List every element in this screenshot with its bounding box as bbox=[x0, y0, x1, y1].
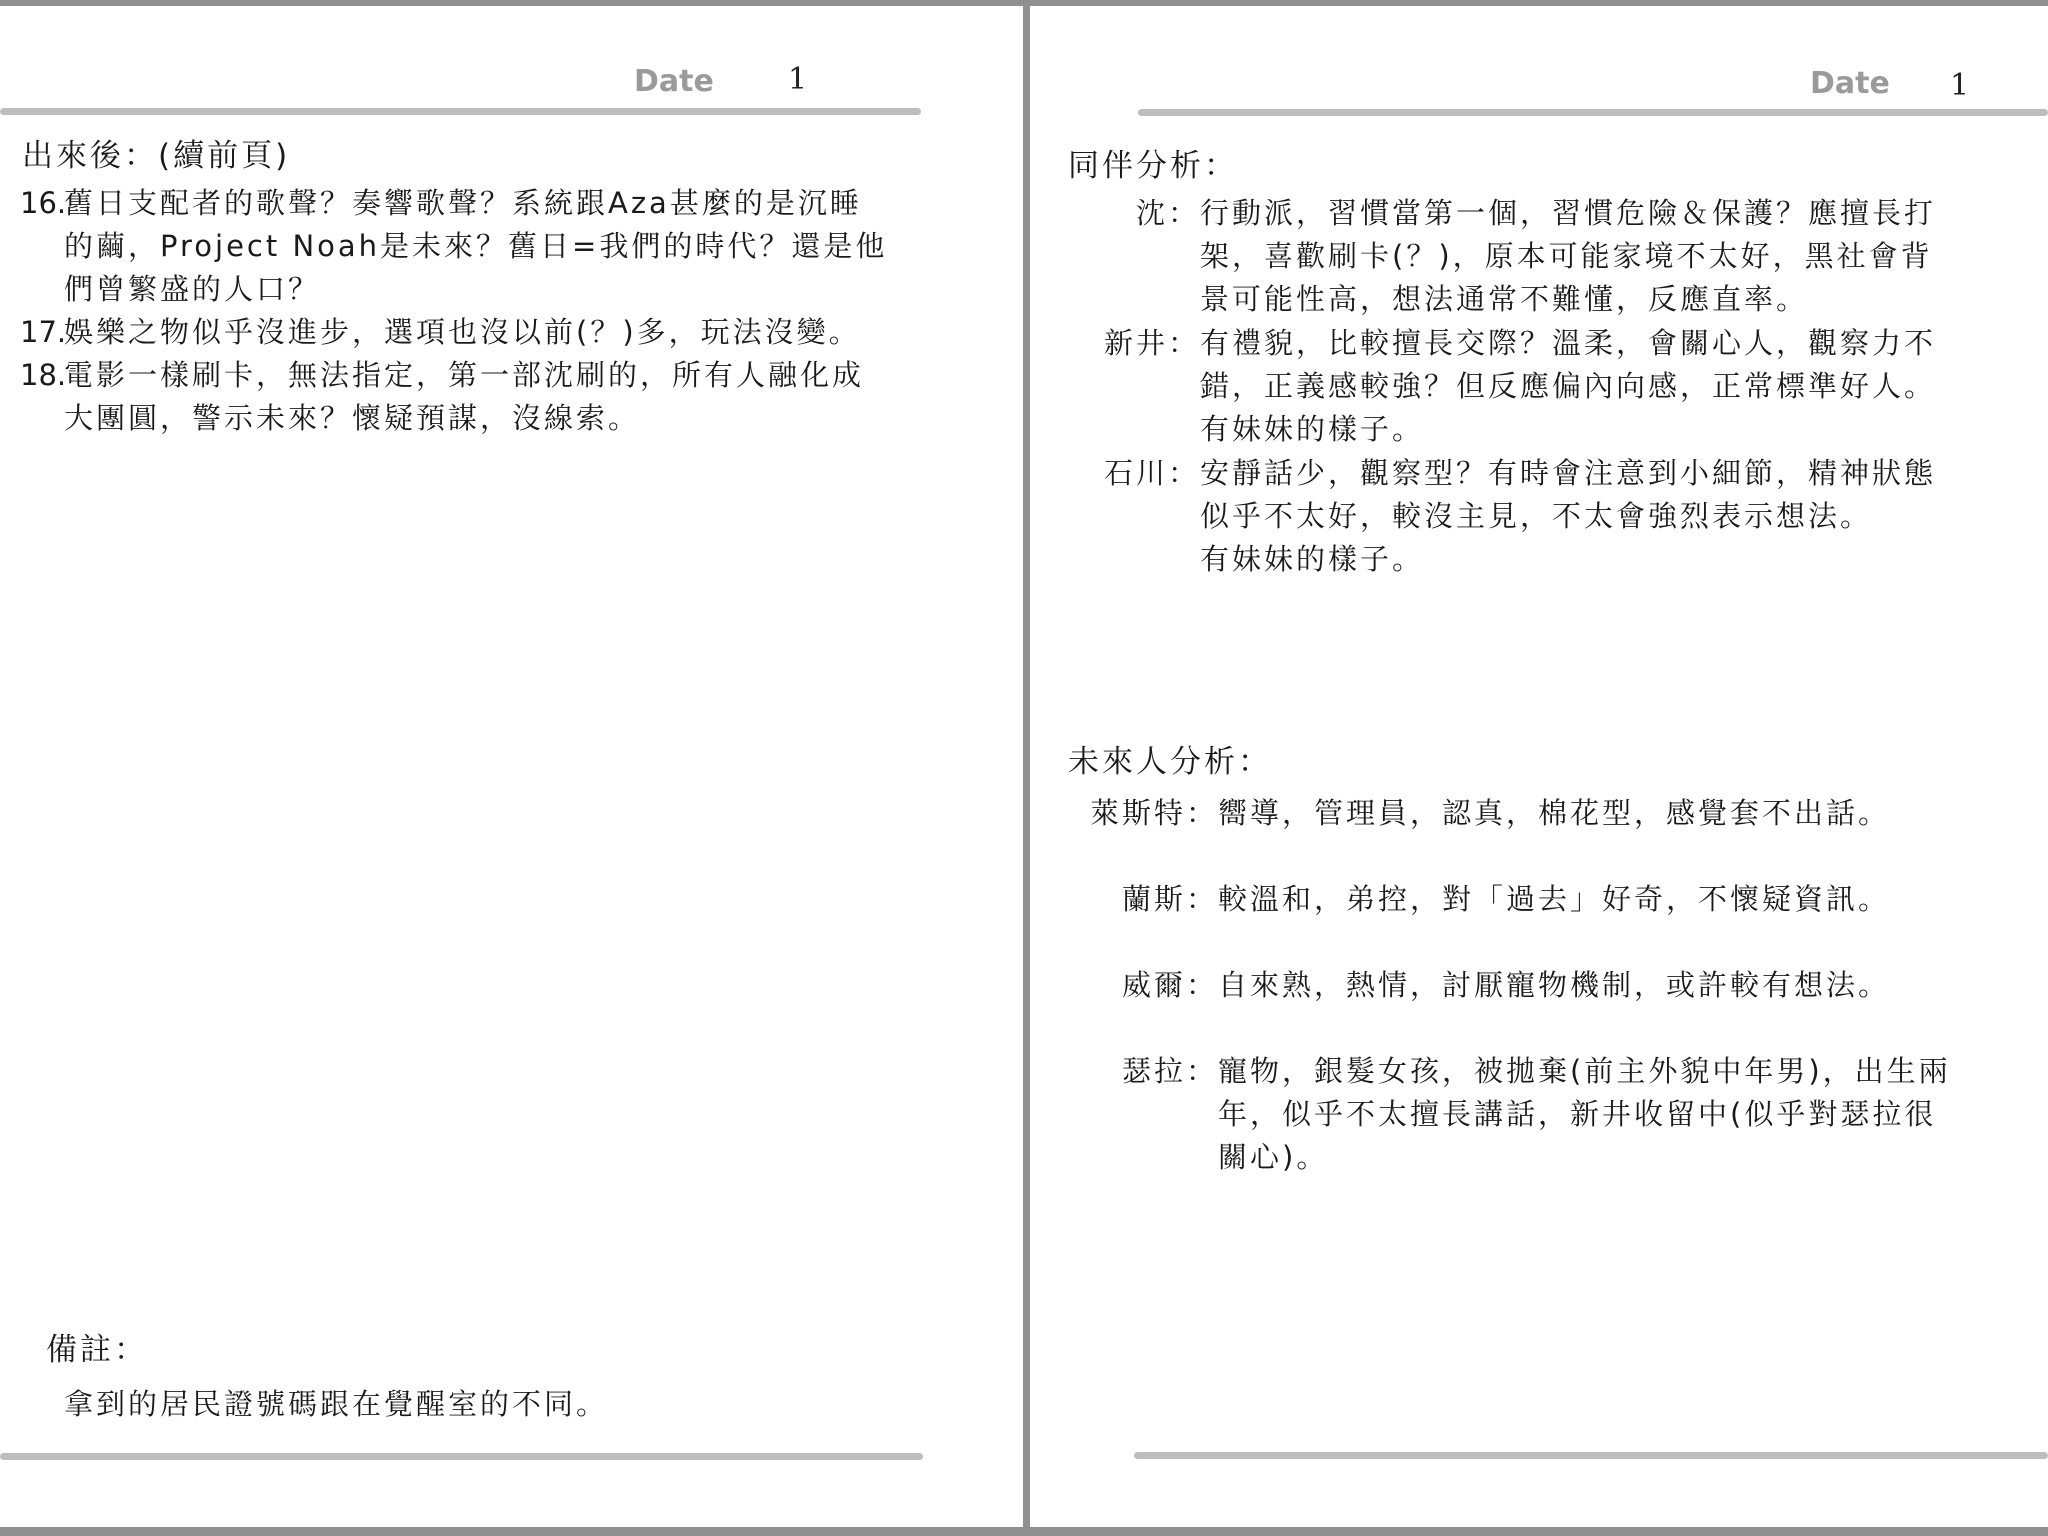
note-line: 寵物，銀髮女孩，被拋棄(前主外貌中年男)，出生兩 bbox=[1218, 1054, 1951, 1088]
item-number: 18. bbox=[20, 358, 67, 392]
notes-text: 拿到的居民證號碼跟在覺醒室的不同。 bbox=[64, 1387, 609, 1421]
companion-notes bbox=[1200, 322, 1936, 451]
note-line: 錯，正義感較強？但反應偏內向感，正常標準好人。 bbox=[1200, 369, 1937, 403]
person-name: 蘭斯： bbox=[1121, 882, 1218, 916]
item-line: 娛樂之物似乎沒進步，選項也沒以前(？)多，玩法沒變。 bbox=[64, 315, 861, 349]
footer-rule bbox=[1134, 1452, 2048, 1459]
header-rule bbox=[1138, 109, 2048, 116]
list-item bbox=[20, 311, 1000, 354]
future-person-entry bbox=[1056, 964, 1890, 1007]
companion-name: 石川： bbox=[1103, 456, 1200, 490]
item-text bbox=[64, 354, 964, 440]
companions-heading: 同伴分析： bbox=[1068, 148, 1238, 184]
numbered-list bbox=[20, 182, 1000, 440]
item-number: 17. bbox=[20, 315, 67, 349]
footer-rule bbox=[0, 1453, 923, 1460]
item-text bbox=[64, 182, 964, 311]
date-label: Date bbox=[1810, 66, 1890, 101]
person-name: 萊斯特： bbox=[1089, 796, 1218, 830]
future-person-entry bbox=[1056, 878, 1890, 921]
person-notes bbox=[1218, 792, 1890, 835]
note-line: 有禮貌，比較擅長交際？溫柔，會關心人，觀察力不 bbox=[1200, 326, 1937, 360]
right-page bbox=[1030, 6, 2048, 1527]
companion-name: 沈： bbox=[1135, 196, 1200, 230]
notes-heading: 備註： bbox=[46, 1332, 148, 1368]
item-line: 電影一樣刷卡，無法指定，第一部沈刷的，所有人融化成 bbox=[64, 358, 865, 392]
list-item bbox=[20, 354, 1000, 440]
note-line: 有妹妹的樣子。 bbox=[1200, 412, 1425, 446]
person-name: 威爾： bbox=[1121, 968, 1218, 1002]
note-line: 有妹妹的樣子。 bbox=[1200, 542, 1425, 576]
item-line: 的繭，Project Noah是未來？舊日=我們的時代？還是他 bbox=[64, 229, 888, 263]
note-line: 關心)。 bbox=[1218, 1140, 1329, 1174]
header-rule bbox=[0, 108, 921, 115]
note-line: 行動派，習慣當第一個，習慣危險＆保護？應擅長打 bbox=[1200, 196, 1937, 230]
person-name: 瑟拉： bbox=[1121, 1054, 1218, 1088]
list-item bbox=[20, 182, 1000, 311]
future-heading: 未來人分析： bbox=[1068, 744, 1272, 780]
companion-notes bbox=[1200, 452, 1936, 581]
left-page bbox=[0, 6, 1023, 1527]
note-line: 架，喜歡刷卡(？)，原本可能家境不太好，黑社會背 bbox=[1200, 239, 1933, 273]
companion-notes bbox=[1200, 192, 1936, 321]
note-line: 景可能性高，想法通常不難懂，反應直率。 bbox=[1200, 282, 1809, 316]
note-line: 似乎不太好，較沒主見，不太會強烈表示想法。 bbox=[1200, 499, 1873, 533]
note-line: 自來熟，熱情，討厭寵物機制，或許較有想法。 bbox=[1218, 968, 1891, 1002]
page-gutter bbox=[1023, 0, 1030, 1536]
date-value: 1 bbox=[788, 62, 808, 97]
note-line: 年，似乎不太擅長講話，新井收留中(似乎對瑟拉很 bbox=[1218, 1097, 1937, 1131]
note-line: 嚮導，管理員，認真，棉花型，感覺套不出話。 bbox=[1218, 796, 1891, 830]
note-line: 安靜話少，觀察型？有時會注意到小細節，精神狀態 bbox=[1200, 456, 1937, 490]
companion-name: 新井： bbox=[1103, 326, 1200, 360]
item-line: 們曾繁盛的人口？ bbox=[64, 272, 321, 306]
date-label: Date bbox=[634, 64, 714, 99]
person-notes bbox=[1218, 964, 1890, 1007]
section-heading: 出來後：(續前頁) bbox=[22, 138, 291, 174]
future-person-entry bbox=[1056, 792, 1890, 835]
item-line: 舊日支配者的歌聲？奏響歌聲？系統跟Aza甚麼的是沉睡 bbox=[64, 186, 862, 220]
item-line: 大團圓，警示未來？懷疑預謀，沒線索。 bbox=[64, 401, 641, 435]
item-text bbox=[64, 311, 964, 354]
companion-entry bbox=[1060, 192, 1936, 321]
companion-entry bbox=[1060, 322, 1936, 451]
companion-entry bbox=[1060, 452, 1936, 581]
note-line: 較溫和，弟控，對「過去」好奇，不懷疑資訊。 bbox=[1218, 882, 1891, 916]
date-value: 1 bbox=[1950, 68, 1970, 103]
person-notes bbox=[1218, 1050, 1951, 1179]
item-number: 16. bbox=[20, 186, 67, 220]
person-notes bbox=[1218, 878, 1890, 921]
future-person-entry bbox=[1056, 1050, 1951, 1179]
